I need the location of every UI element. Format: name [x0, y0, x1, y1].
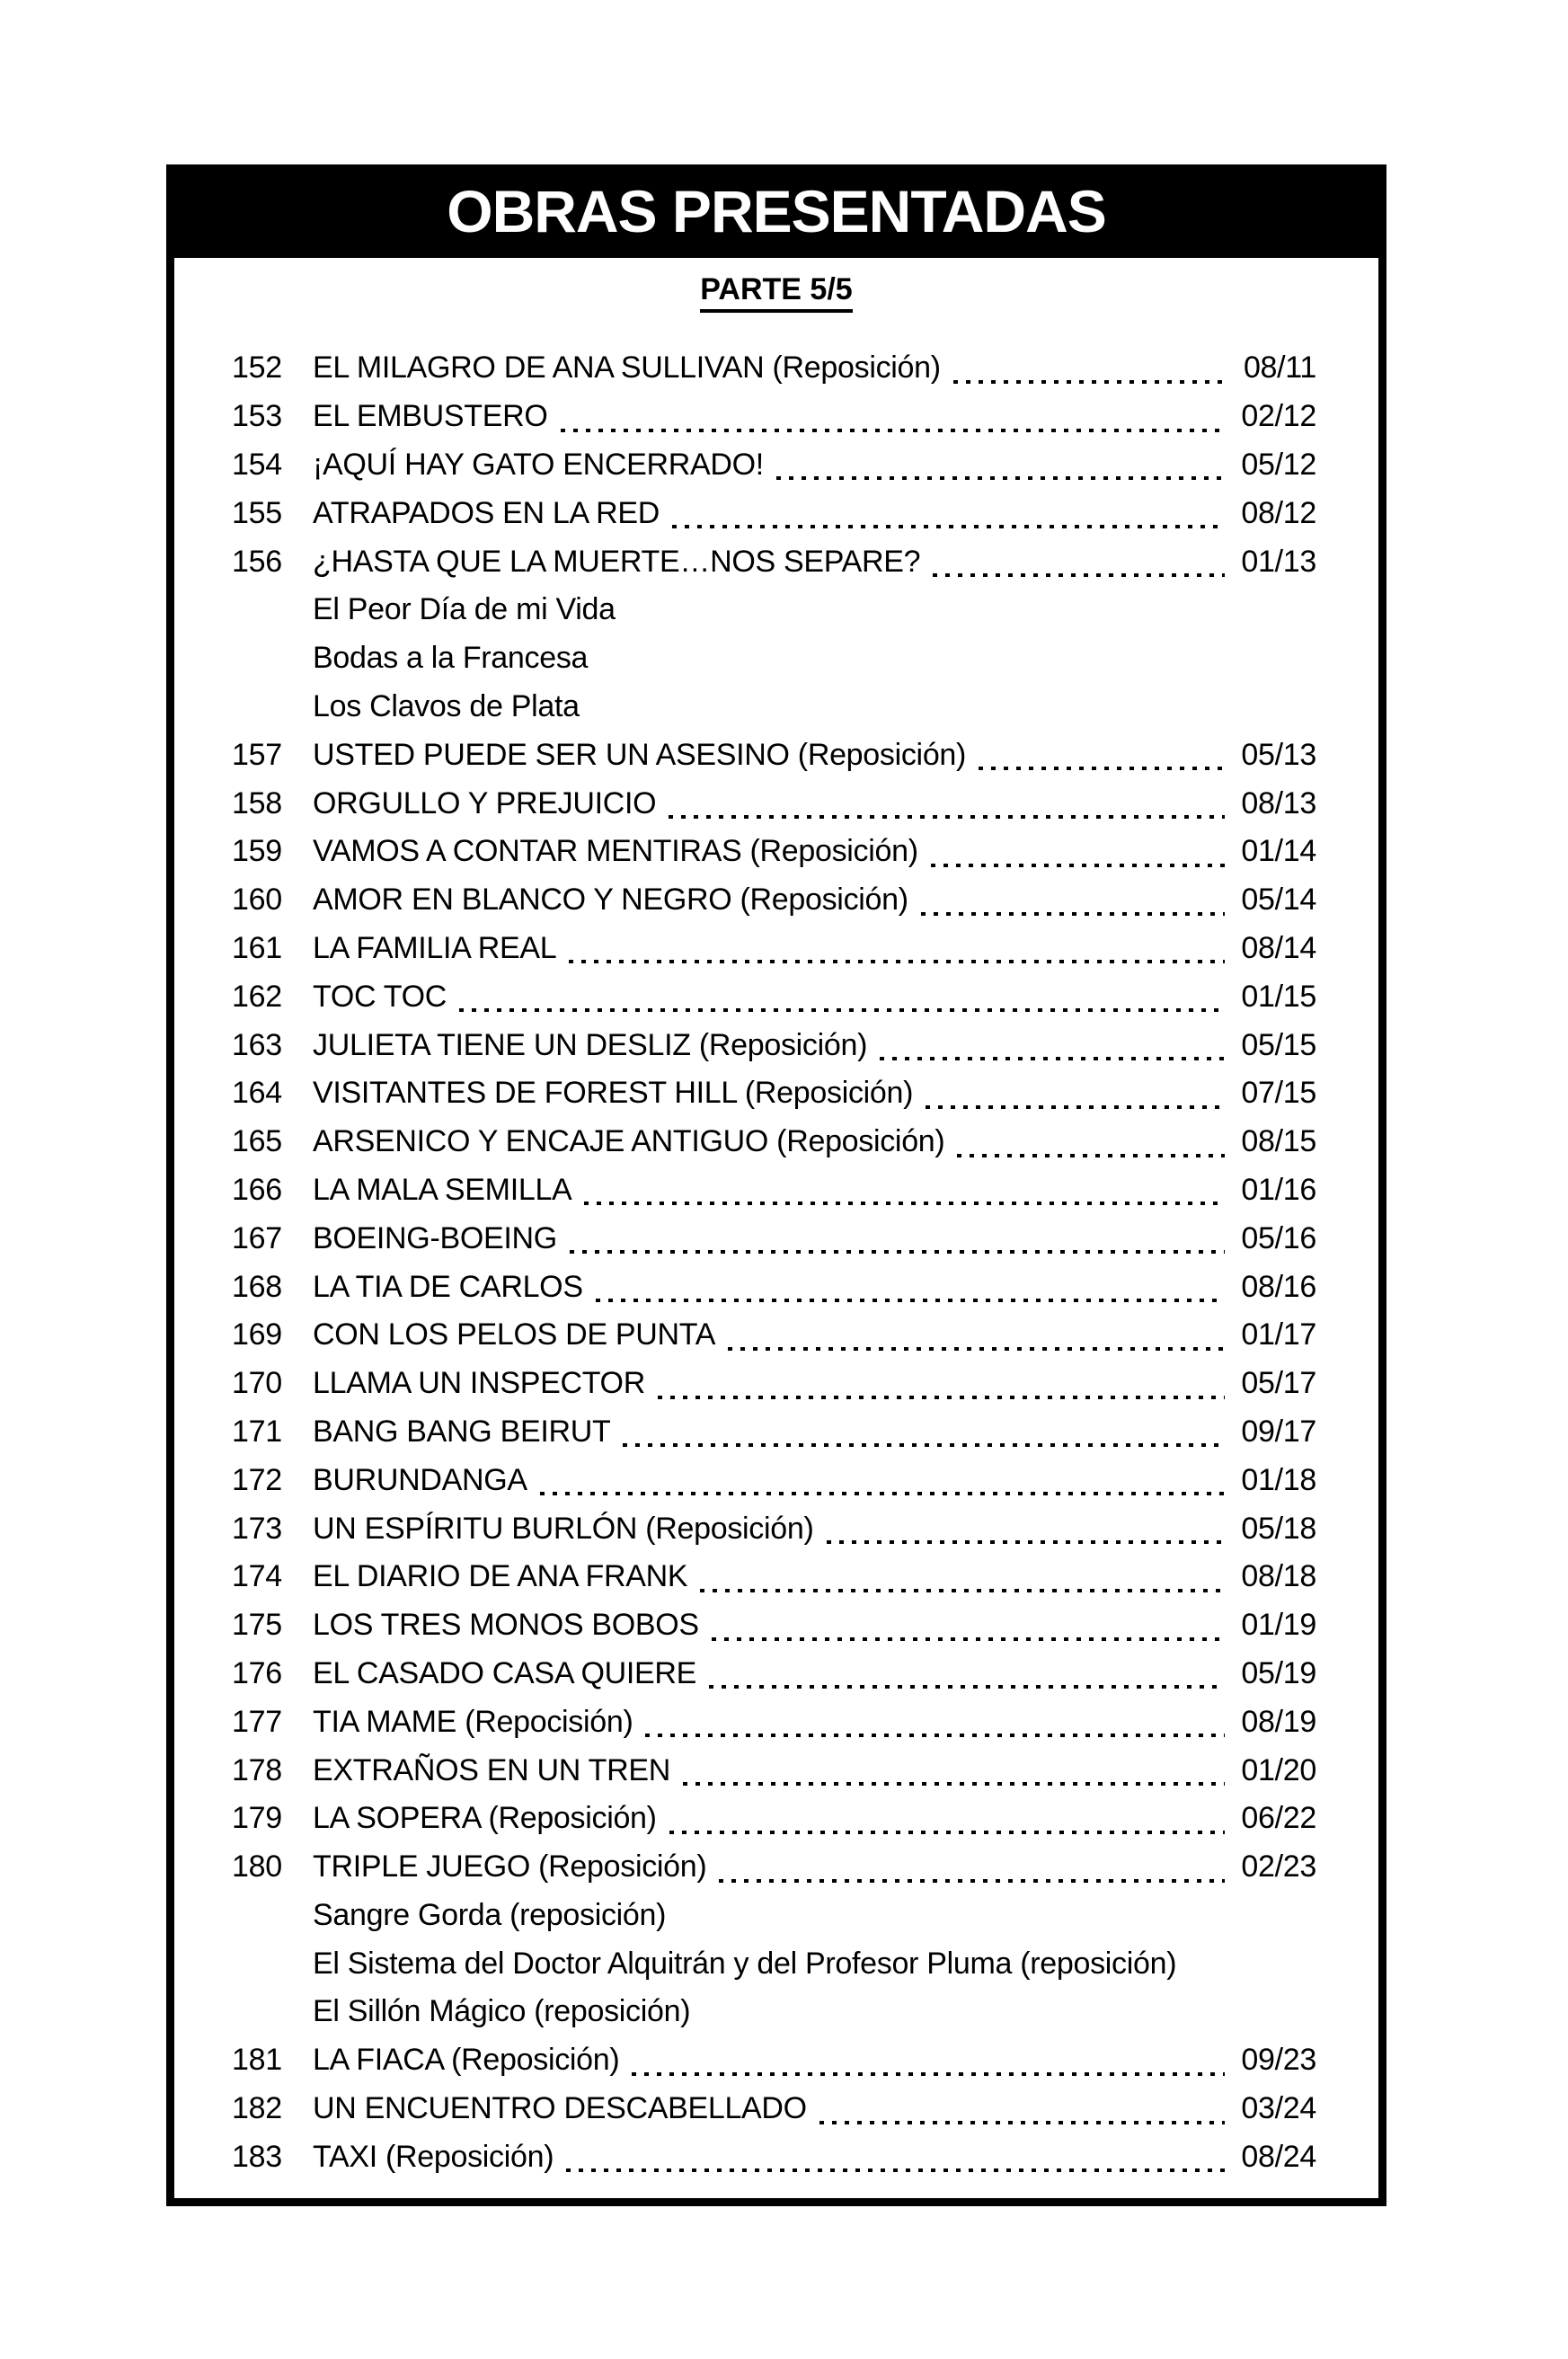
list-item [232, 876, 1316, 925]
item-date: 03/24 [1241, 2091, 1316, 2126]
item-date: 01/18 [1241, 1462, 1316, 1497]
list-item [232, 1118, 1316, 1166]
item-date: 01/15 [1241, 979, 1316, 1014]
list-item [232, 1698, 1316, 1746]
item-title: LOS TRES MONOS BOBOS [313, 1608, 699, 1643]
dotted-leader [719, 1879, 1225, 1883]
item-title: TIA MAME (Repocisión) [313, 1704, 633, 1739]
dotted-leader [669, 1831, 1225, 1834]
list-item [232, 731, 1316, 779]
list-item [232, 1166, 1316, 1215]
item-number: 165 [232, 1124, 282, 1159]
item-number: 167 [232, 1220, 282, 1255]
list-subitem [232, 683, 1316, 732]
item-date: 01/17 [1241, 1317, 1316, 1352]
dotted-leader [632, 2072, 1225, 2076]
list-item [232, 1843, 1316, 1892]
list-item [232, 1746, 1316, 1795]
item-title: ARSENICO Y ENCAJE ANTIGUO (Reposición) [313, 1124, 945, 1159]
dotted-leader [570, 1250, 1225, 1254]
list-item [232, 1021, 1316, 1069]
item-number: 173 [232, 1511, 282, 1546]
list-item [232, 1408, 1316, 1457]
item-date: 01/14 [1241, 834, 1316, 869]
list-item [232, 344, 1316, 393]
list-item [232, 828, 1316, 876]
page-title: OBRAS PRESENTADAS [447, 178, 1106, 244]
item-number: 169 [232, 1317, 282, 1352]
item-number: 179 [232, 1801, 282, 1836]
list-subitem [232, 634, 1316, 683]
list-item [232, 537, 1316, 586]
item-number: 175 [232, 1608, 282, 1643]
item-title: BANG BANG BEIRUT [313, 1414, 611, 1449]
dotted-leader [728, 1347, 1225, 1351]
item-date: 02/12 [1241, 399, 1316, 434]
item-title: VAMOS A CONTAR MENTIRAS (Reposición) [313, 834, 918, 869]
item-title: LA SOPERA (Reposición) [313, 1801, 657, 1836]
list-item [232, 1214, 1316, 1263]
item-title: VISITANTES DE FOREST HILL (Reposición) [313, 1076, 914, 1111]
list-item [232, 1311, 1316, 1360]
item-number: 159 [232, 834, 282, 869]
dotted-leader [933, 573, 1225, 577]
list-item [232, 2036, 1316, 2085]
item-title: ¿HASTA QUE LA MUERTE…NOS SEPARE? [313, 544, 921, 579]
item-title: USTED PUEDE SER UN ASESINO (Reposición) [313, 737, 967, 772]
subtitle-wrap [174, 272, 1378, 315]
item-number: 181 [232, 2043, 282, 2078]
item-number: 157 [232, 737, 282, 772]
item-number: 182 [232, 2091, 282, 2126]
list-item [232, 1650, 1316, 1698]
item-number: 168 [232, 1269, 282, 1304]
item-date: 08/14 [1241, 930, 1316, 965]
item-date: 05/13 [1241, 737, 1316, 772]
list-item [232, 489, 1316, 537]
dotted-leader [672, 525, 1225, 528]
item-date: 05/18 [1241, 1511, 1316, 1546]
item-date: 08/18 [1241, 1559, 1316, 1594]
item-title: TAXI (Reposición) [313, 2139, 554, 2174]
item-title: ORGULLO Y PREJUICIO [313, 785, 657, 820]
dotted-leader [819, 2121, 1225, 2124]
item-number: 164 [232, 1076, 282, 1111]
subitem-title: El Peor Día de mi Vida [313, 592, 616, 627]
list-item [232, 393, 1316, 441]
works-list [174, 344, 1378, 2181]
dotted-leader [926, 1105, 1225, 1109]
item-title: UN ENCUENTRO DESCABELLADO [313, 2091, 807, 2126]
item-title: BURUNDANGA [313, 1462, 527, 1497]
dotted-leader [776, 476, 1225, 480]
item-title: TOC TOC [313, 979, 447, 1014]
item-title: AMOR EN BLANCO Y NEGRO (Reposición) [313, 882, 908, 918]
subitem-title: El Sistema del Doctor Alquitrán y del Profesor Pluma (reposición) [313, 1946, 1177, 1981]
item-date: 07/15 [1241, 1076, 1316, 1111]
dotted-leader [979, 767, 1225, 770]
list-item [232, 1601, 1316, 1650]
item-number: 156 [232, 544, 282, 579]
dotted-leader [566, 2168, 1225, 2172]
subitem-title: Bodas a la Francesa [313, 641, 589, 676]
item-number: 172 [232, 1462, 282, 1497]
item-title: EL MILAGRO DE ANA SULLIVAN (Reposición) [313, 350, 941, 386]
dotted-leader [709, 1685, 1225, 1689]
item-date: 01/16 [1241, 1172, 1316, 1207]
item-date: 01/13 [1241, 544, 1316, 579]
item-title: LA MALA SEMILLA [313, 1172, 572, 1207]
list-item [232, 1795, 1316, 1843]
document-frame [166, 164, 1386, 2206]
item-date: 02/23 [1241, 1849, 1316, 1885]
item-number: 158 [232, 785, 282, 820]
subitem-title: Los Clavos de Plata [313, 688, 580, 723]
item-date: 08/19 [1241, 1704, 1316, 1739]
dotted-leader [569, 960, 1225, 963]
dotted-leader [827, 1540, 1226, 1544]
item-date: 09/17 [1241, 1414, 1316, 1449]
dotted-leader [700, 1589, 1225, 1592]
dotted-leader [669, 815, 1225, 819]
item-title: EXTRAÑOS EN UN TREN [313, 1752, 670, 1787]
item-number: 163 [232, 1027, 282, 1062]
dotted-leader [931, 864, 1225, 867]
dotted-leader [459, 1008, 1225, 1012]
list-item [232, 972, 1316, 1021]
item-title: JULIETA TIENE UN DESLIZ (Reposición) [313, 1027, 868, 1062]
item-number: 177 [232, 1704, 282, 1739]
item-title: CON LOS PELOS DE PUNTA [313, 1317, 716, 1352]
item-title: ¡AQUÍ HAY GATO ENCERRADO! [313, 447, 764, 482]
item-date: 08/12 [1241, 495, 1316, 530]
list-subitem [232, 586, 1316, 634]
list-item [232, 925, 1316, 973]
title-banner [166, 164, 1386, 258]
item-title: ATRAPADOS EN LA RED [313, 495, 660, 530]
item-date: 05/19 [1241, 1655, 1316, 1690]
item-number: 160 [232, 882, 282, 918]
dotted-leader [921, 912, 1225, 916]
dotted-leader [596, 1299, 1225, 1302]
list-item [232, 1069, 1316, 1118]
item-number: 176 [232, 1655, 282, 1690]
list-item [232, 779, 1316, 828]
list-subitem [232, 1988, 1316, 2036]
item-title: LLAMA UN INSPECTOR [313, 1366, 645, 1401]
item-date: 09/23 [1241, 2043, 1316, 2078]
dotted-leader [645, 1734, 1225, 1737]
dotted-leader [953, 380, 1225, 384]
list-subitem [232, 1939, 1316, 1988]
dotted-leader [584, 1202, 1225, 1205]
list-item [232, 1456, 1316, 1504]
item-number: 152 [232, 350, 282, 386]
item-number: 183 [232, 2139, 282, 2174]
item-date: 05/14 [1241, 882, 1316, 918]
dotted-leader [957, 1154, 1225, 1157]
item-date: 08/13 [1241, 785, 1316, 820]
item-date: 05/15 [1241, 1027, 1316, 1062]
item-number: 174 [232, 1559, 282, 1594]
item-date: 08/16 [1241, 1269, 1316, 1304]
dotted-leader [623, 1443, 1225, 1447]
item-title: EL DIARIO DE ANA FRANK [313, 1559, 688, 1594]
item-number: 178 [232, 1752, 282, 1787]
item-number: 162 [232, 979, 282, 1014]
list-item [232, 1360, 1316, 1408]
item-date: 01/19 [1241, 1608, 1316, 1643]
item-title: LA FIACA (Reposición) [313, 2043, 620, 2078]
subitem-title: Sangre Gorda (reposición) [313, 1897, 667, 1932]
dotted-leader [658, 1396, 1225, 1399]
subitem-title: El Sillón Mágico (reposición) [313, 1994, 691, 2029]
item-number: 180 [232, 1849, 282, 1885]
item-date: 05/17 [1241, 1366, 1316, 1401]
item-date: 05/12 [1241, 447, 1316, 482]
item-date: 08/11 [1243, 350, 1316, 386]
item-title: BOEING-BOEING [313, 1220, 557, 1255]
list-item [232, 1504, 1316, 1553]
list-item [232, 2133, 1316, 2181]
item-number: 154 [232, 447, 282, 482]
page-subtitle: PARTE 5/5 [700, 272, 852, 313]
item-title: TRIPLE JUEGO (Reposición) [313, 1849, 707, 1885]
dotted-leader [561, 429, 1225, 432]
dotted-leader [683, 1782, 1225, 1786]
item-title: LA FAMILIA REAL [313, 930, 557, 965]
dotted-leader [880, 1057, 1225, 1060]
item-date: 01/20 [1241, 1752, 1316, 1787]
list-item [232, 1553, 1316, 1601]
item-date: 05/16 [1241, 1220, 1316, 1255]
item-title: UN ESPÍRITU BURLÓN (Reposición) [313, 1511, 814, 1546]
item-title: EL EMBUSTERO [313, 399, 548, 434]
item-date: 08/15 [1241, 1124, 1316, 1159]
item-date: 08/24 [1241, 2139, 1316, 2174]
item-number: 170 [232, 1366, 282, 1401]
item-number: 171 [232, 1414, 282, 1449]
item-number: 166 [232, 1172, 282, 1207]
item-number: 155 [232, 495, 282, 530]
dotted-leader [540, 1492, 1225, 1495]
item-number: 161 [232, 930, 282, 965]
item-number: 153 [232, 399, 282, 434]
item-date: 06/22 [1241, 1801, 1316, 1836]
item-title: EL CASADO CASA QUIERE [313, 1655, 697, 1690]
list-item [232, 1263, 1316, 1311]
list-subitem [232, 1892, 1316, 1940]
dotted-leader [712, 1637, 1225, 1641]
list-item [232, 2085, 1316, 2133]
list-item [232, 441, 1316, 490]
item-title: LA TIA DE CARLOS [313, 1269, 583, 1304]
